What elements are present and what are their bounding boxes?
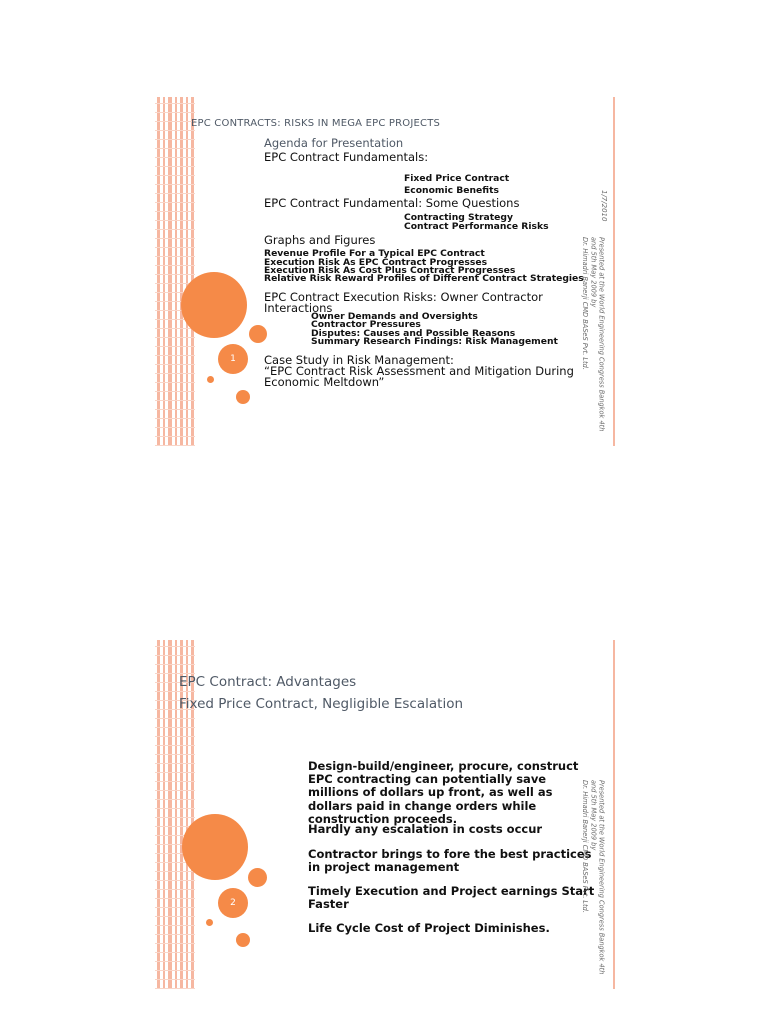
section-heading: Graphs and Figures [264, 233, 376, 247]
grid-line [155, 907, 195, 908]
grid-line [155, 943, 195, 944]
grid-line [155, 103, 195, 104]
right-rule [613, 97, 615, 446]
note-line: Dr. Himadri Banerji CMD BASeS Pvt. Ltd. [581, 780, 590, 913]
grid-line [155, 691, 195, 692]
slide-subtitle: Fixed Price Contract, Negligible Escalation [179, 696, 464, 712]
section-heading: EPC Contract Fundamentals: [264, 150, 429, 164]
large-circle [182, 814, 248, 880]
grid-line [155, 157, 195, 158]
grid-line [155, 988, 195, 989]
note-line: Presented at the World Engineering Congress Bangkok 4th [597, 780, 606, 975]
grid-line [155, 211, 195, 212]
grid-line [155, 166, 195, 167]
grid-line [155, 193, 195, 194]
grid-line [155, 916, 195, 917]
decorative-grid [155, 640, 195, 989]
agenda-item: Contract Performance Risks [404, 221, 549, 232]
slide-number-badge: 1 [218, 344, 248, 374]
grid-line [155, 256, 195, 257]
slide-number-badge: 2 [218, 888, 248, 918]
bullet-point: Hardly any escalation in costs occur [308, 822, 543, 836]
slide-2 [155, 640, 617, 989]
grid-line [155, 247, 195, 248]
note-line: Dr. Himadri Banerji CMD BASeS Pvt. Ltd. [581, 237, 590, 370]
grid-line [155, 238, 195, 239]
grid-line [155, 337, 195, 338]
section-heading: EPC Contract Fundamental: Some Questions [264, 196, 520, 210]
grid-line [155, 274, 195, 275]
grid-line [155, 745, 195, 746]
grid-line [155, 175, 195, 176]
grid-line [155, 184, 195, 185]
large-circle [181, 272, 247, 338]
small-circle [248, 868, 267, 887]
grid-line [155, 718, 195, 719]
grid-line [155, 952, 195, 953]
agenda-item: Contractor Pressures [311, 319, 421, 330]
agenda-item: Relative Risk Reward Profiles of Different Contract Strategies [264, 273, 584, 284]
grid-line [155, 763, 195, 764]
decorative-grid [155, 97, 195, 446]
note-line: and 5th May 2009 by [589, 780, 598, 851]
grid-line [155, 889, 195, 890]
agenda-item: Execution Risk As Cost Plus Contract Progresses [264, 265, 516, 276]
agenda-item: Contracting Strategy [404, 212, 513, 223]
grid-line [155, 400, 195, 401]
grid-line [155, 646, 195, 647]
grid-line [155, 754, 195, 755]
presenter-note [581, 237, 606, 431]
presenter-note [581, 780, 606, 974]
grid-line [155, 871, 195, 872]
grid-line [155, 391, 195, 392]
grid-line [155, 970, 195, 971]
grid-line [155, 328, 195, 329]
bullet-point: Timely Execution and Project earnings Start Faster [308, 884, 595, 912]
grid-line [155, 925, 195, 926]
agenda-heading: Agenda for Presentation [264, 136, 404, 150]
grid-line [155, 736, 195, 737]
grid-line [155, 880, 195, 881]
grid-line [155, 409, 195, 410]
bullet-point: Design-build/engineer, procure, construct EPC contracting can potentially save millions of dollars up front, as well as dollars paid in change orders while construction proceeds. [308, 759, 579, 826]
section-heading: Case Study in Risk Management: [264, 353, 454, 367]
grid-line [155, 346, 195, 347]
grid-line [155, 790, 195, 791]
grid-line [155, 979, 195, 980]
tiny-circle [207, 376, 214, 383]
note-line: and 5th May 2009 by [589, 237, 598, 308]
grid-line [155, 112, 195, 113]
right-rule [613, 640, 615, 989]
grid-line [155, 418, 195, 419]
grid-line [155, 898, 195, 899]
grid-line [155, 808, 195, 809]
grid-line [155, 202, 195, 203]
grid-line [155, 655, 195, 656]
grid-line [155, 121, 195, 122]
grid-line [155, 229, 195, 230]
bullet-point: Life Cycle Cost of Project Diminishes. [308, 921, 550, 935]
grid-line [155, 139, 195, 140]
slide-date: 1/7/2010 [600, 190, 608, 222]
grid-line [155, 961, 195, 962]
grid-line [155, 727, 195, 728]
note-line: Presented at the World Engineering Congress Bangkok 4th [597, 237, 606, 432]
slide-title: EPC Contract: Advantages [179, 674, 357, 690]
grid-line [155, 817, 195, 818]
slide-1 [155, 97, 617, 446]
bullet-point: Contractor brings to fore the best practices in project management [308, 847, 592, 875]
grid-line [155, 373, 195, 374]
grid-line [155, 427, 195, 428]
tiny-circle [206, 919, 213, 926]
agenda-item: Summary Research Findings: Risk Management [311, 336, 558, 347]
grid-line [155, 436, 195, 437]
grid-line [155, 664, 195, 665]
grid-line [155, 364, 195, 365]
case-study-line: “EPC Contract Risk Assessment and Mitigation During [264, 364, 574, 378]
small-circle [249, 325, 267, 343]
grid-line [155, 130, 195, 131]
section-heading: EPC Contract Execution Risks: Owner Contractor [264, 290, 543, 304]
grid-line [155, 445, 195, 446]
grid-line [155, 772, 195, 773]
agenda-item: Execution Risk As EPC Contract Progresses [264, 257, 488, 268]
grid-line [155, 382, 195, 383]
grid-line [155, 265, 195, 266]
agenda-item: Disputes: Causes and Possible Reasons [311, 328, 516, 339]
grid-line [155, 220, 195, 221]
small-circle [236, 933, 250, 947]
grid-line [155, 355, 195, 356]
grid-line [155, 934, 195, 935]
grid-line [155, 148, 195, 149]
agenda-item: Fixed Price Contract [404, 173, 510, 184]
section-heading-cont: Interactions [264, 301, 333, 315]
grid-line [155, 799, 195, 800]
agenda-item: Owner Demands and Oversights [311, 311, 478, 322]
agenda-item: Economic Benefits [404, 185, 499, 196]
agenda-item: Revenue Profile For a Typical EPC Contract [264, 248, 485, 259]
slide-title: EPC CONTRACTS: RISKS IN MEGA EPC PROJECTS [191, 118, 441, 129]
small-circle [236, 390, 250, 404]
grid-line [155, 781, 195, 782]
case-study-line: Economic Meltdown” [264, 375, 385, 389]
